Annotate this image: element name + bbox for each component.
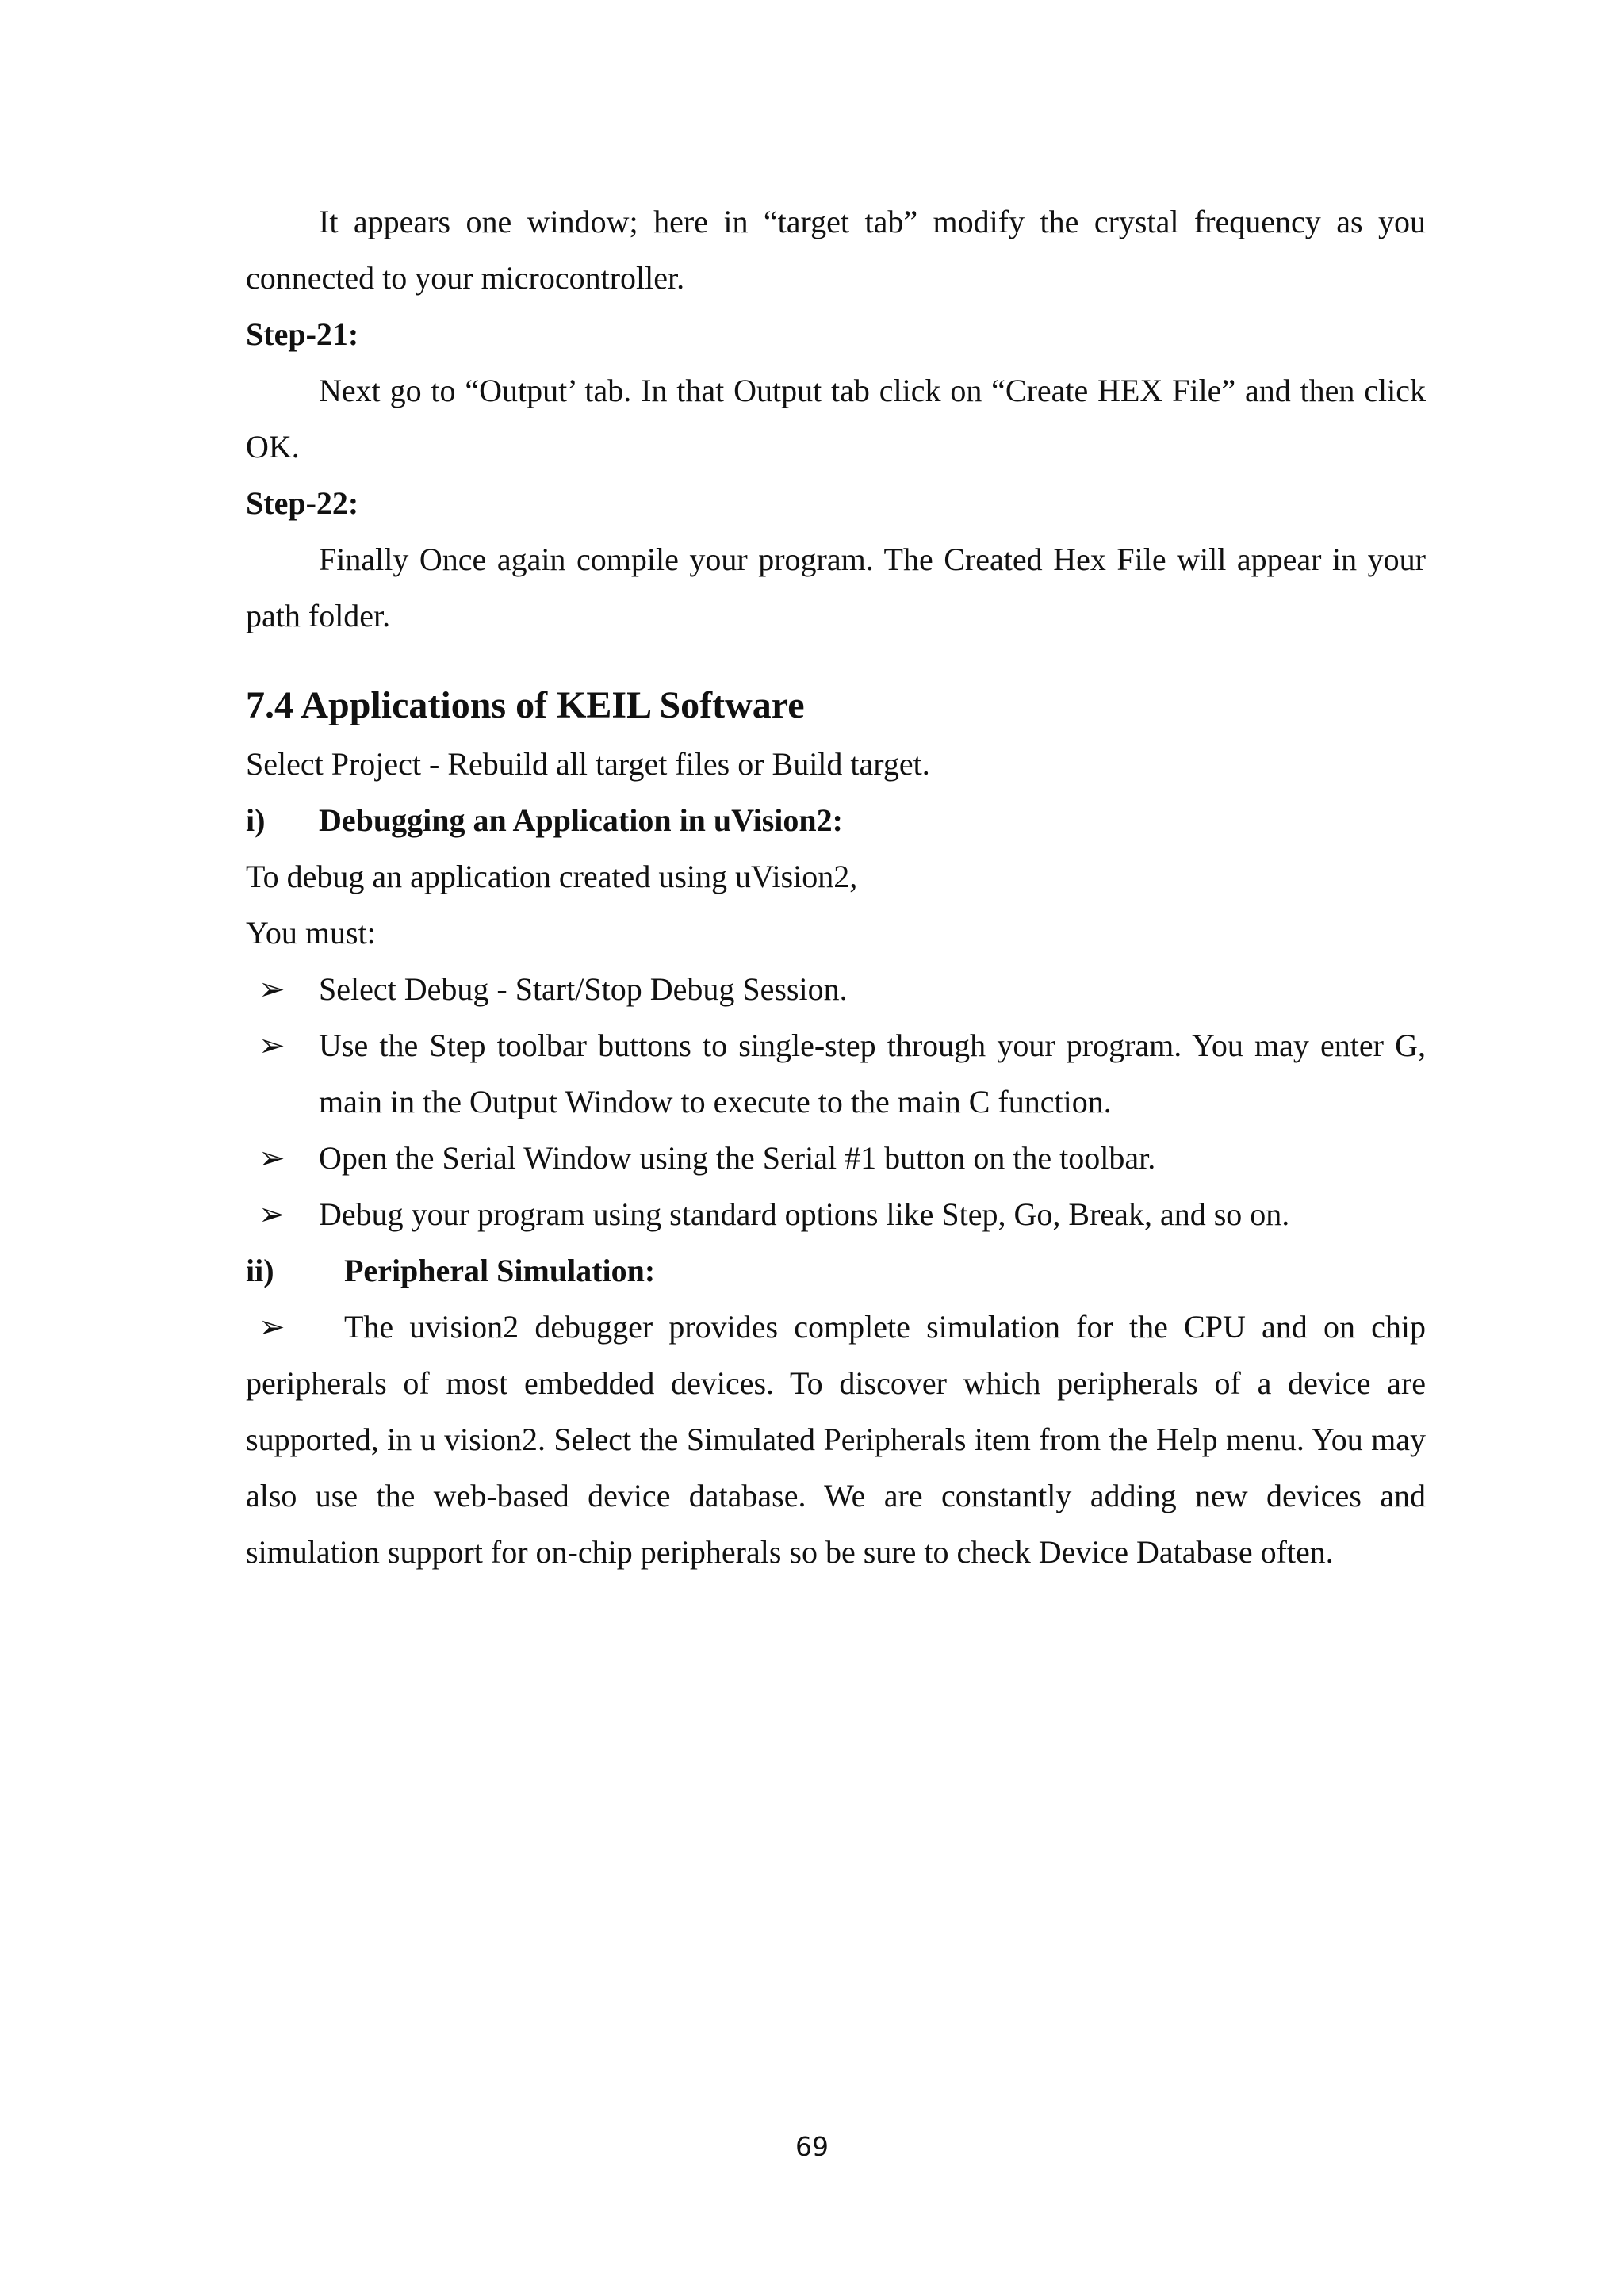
step-22-heading: Step-22: xyxy=(246,485,359,521)
peripheral-subheading-number: ii) xyxy=(246,1253,274,1288)
arrowhead-bullet-icon: ➢ xyxy=(259,971,285,1007)
peripheral-paragraph xyxy=(246,1299,1426,1580)
peripheral-subheading xyxy=(246,1242,1426,1299)
list-item-text: Use the Step toolbar buttons to single-step through your program. You may enter G, main in the Output Window to execute to the main C function. xyxy=(319,1027,1426,1119)
list-item xyxy=(246,1186,1426,1242)
list-item xyxy=(246,1130,1426,1186)
section-intro: Select Project - Rebuild all target files or Build target. xyxy=(246,746,930,782)
arrowhead-bullet-icon: ➢ xyxy=(259,1027,285,1063)
debug-line-1: To debug an application created using uVision2, xyxy=(246,859,858,894)
step-21-heading: Step-21: xyxy=(246,316,359,352)
debug-line-2: You must: xyxy=(246,915,376,951)
debug-subheading-title: Debugging an Application in uVision2: xyxy=(319,802,843,838)
peripheral-subheading-title: Peripheral Simulation: xyxy=(344,1253,656,1288)
page-content xyxy=(246,193,1426,1580)
intro-paragraph: It appears one window; here in “target tab” modify the crystal frequency as you connected to your microcontroller. xyxy=(246,204,1426,296)
list-item-text: Select Debug - Start/Stop Debug Session. xyxy=(319,971,848,1007)
arrowhead-bullet-icon: ➢ xyxy=(259,1140,285,1176)
debug-subheading xyxy=(246,792,1426,848)
peripheral-text: The uvision2 debugger provides complete simulation for the CPU and on chip peripherals of most embedded devices. To discover which peripherals of a device are supported, in u vision2. Select the Simulated Peripherals item from the Help menu. You may also use the web-based device database. We are constantly adding new devices and simulation support for on-chip peripherals so be sure to check Device Database often. xyxy=(246,1309,1426,1570)
list-item-text: Open the Serial Window using the Serial #1 button on the toolbar. xyxy=(319,1140,1156,1176)
section-title: 7.4 Applications of KEIL Software xyxy=(246,684,805,726)
arrowhead-bullet-icon: ➢ xyxy=(259,1309,285,1345)
step-22-text: Finally Once again compile your program. The Created Hex File will appear in your path folder. xyxy=(246,541,1426,633)
arrowhead-bullet-icon: ➢ xyxy=(259,1196,285,1232)
page-number: 69 xyxy=(795,2131,829,2162)
list-item xyxy=(246,961,1426,1017)
list-item-text: Debug your program using standard options like Step, Go, Break, and so on. xyxy=(319,1196,1290,1232)
debug-subheading-number: i) xyxy=(246,802,266,838)
list-item xyxy=(246,1017,1426,1130)
step-21-text: Next go to “Output’ tab. In that Output tab click on “Create HEX File” and then click OK. xyxy=(246,373,1426,465)
